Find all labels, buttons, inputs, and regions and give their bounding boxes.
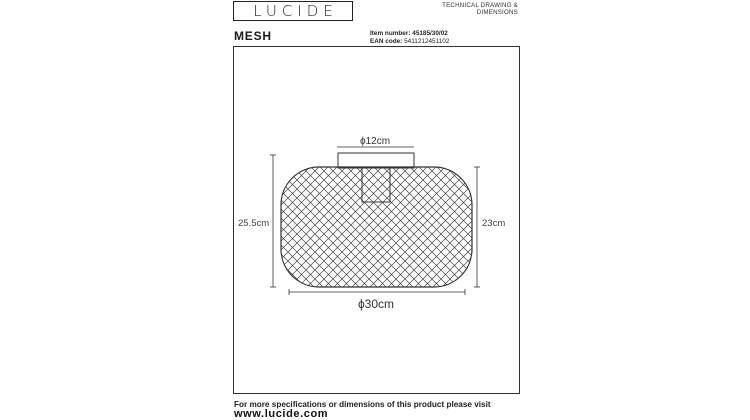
ean-label: EAN code: [370,38,403,46]
dim-label-bottom: ϕ30cm [357,297,395,311]
brand-logo-text: LUCIDE [253,2,338,20]
dim-label-top: ϕ12cm [359,136,391,147]
ceiling-canopy [338,153,414,168]
dim-label-left: 25.5cm [238,218,270,229]
website-link[interactable]: www.lucide.com [234,408,329,420]
document-type: TECHNICAL DRAWING & DIMENSIONS [442,2,518,16]
mesh-shade [281,167,472,287]
item-number-value: 45185/30/02 [412,30,448,37]
dim-label-right: 23cm [482,218,506,229]
item-number-label: Item number: [370,30,411,37]
product-name: MESH [234,29,272,43]
ean-value: 5411212451102 [404,38,450,46]
footer-note: For more specifications or dimensions of this product please visit [234,400,491,409]
